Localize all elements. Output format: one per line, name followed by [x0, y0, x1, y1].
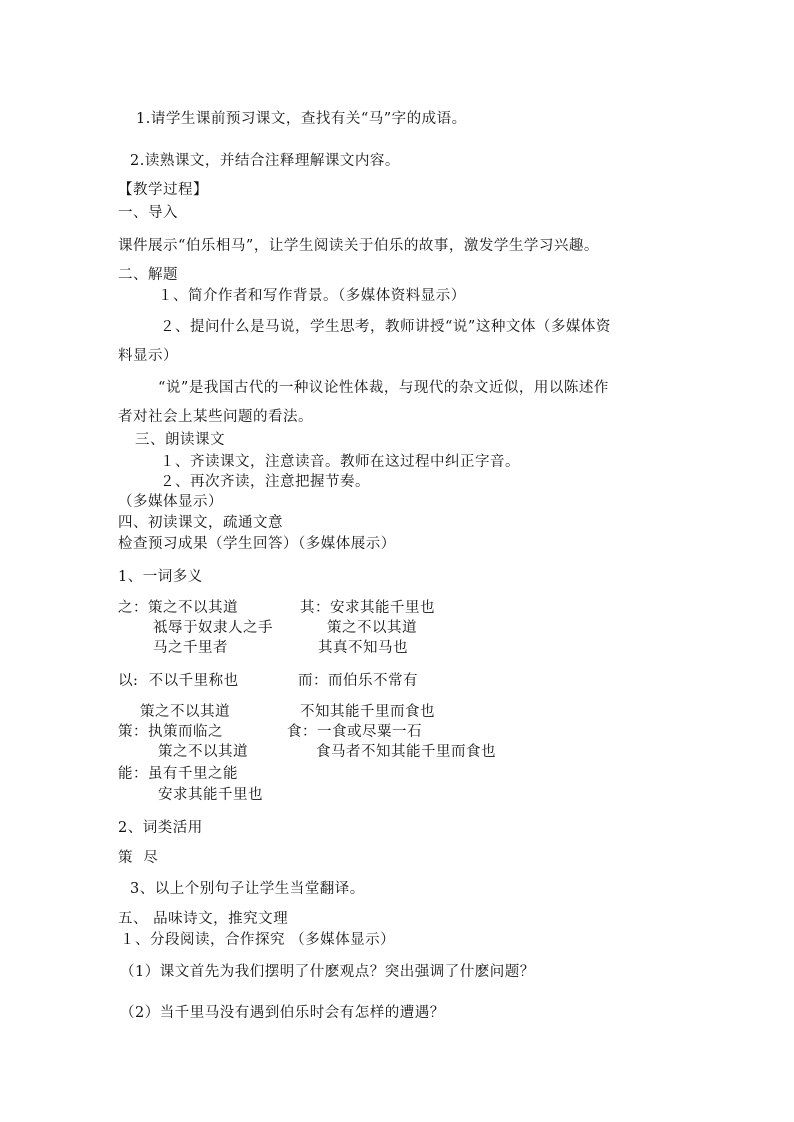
polysemy-qi-1: 其：安求其能千里也 [300, 600, 435, 616]
polysemy-yi-2: 策之不以其道 [140, 704, 230, 720]
section-2-point-2-line-2: 料显示） [118, 348, 178, 364]
polysemy-neng-2: 安求其能千里也 [158, 787, 263, 803]
question-2: （2）当千里马没有遇到伯乐时会有怎样的遭遇？ [120, 1005, 445, 1021]
section-4-title: 四、初读课文，疏通文意 [118, 515, 283, 531]
polysemy-ce-2: 策之不以其道 [158, 744, 248, 760]
word-class-items: 策 尽 [118, 850, 159, 866]
section-3-point-1: １、齐读课文，注意读音。教师在这过程中纠正字音。 [160, 454, 520, 470]
polysemy-neng-1: 能：虽有千里之能 [118, 766, 238, 782]
polysemy-er-1: 而：而伯乐不常有 [298, 673, 418, 689]
polysemy-zhi-1: 之：策之不以其道 [118, 600, 238, 616]
section-2-note-line-2: 者对社会上某些问题的看法。 [118, 409, 313, 425]
section-2-point-2-line-1: ２、提问什么是马说，学生思考，教师讲授“说”这种文体（多媒体资 [160, 319, 611, 335]
polysemy-title: 1、一词多义 [118, 569, 203, 585]
section-2-title: 二、解题 [118, 267, 178, 283]
section-1-text: 课件展示“伯乐相马”，让学生阅读关于伯乐的故事，激发学生学习兴趣。 [118, 238, 599, 254]
polysemy-er-2: 不知其能千里而食也 [300, 704, 435, 720]
word-class-title: 2、词类活用 [118, 820, 203, 836]
section-3-point-2: ２、再次齐读，注意把握节奏。 [160, 474, 370, 490]
section-1-title: 一、导入 [118, 205, 178, 221]
polysemy-zhi-2: 祗辱于奴隶人之手 [153, 620, 273, 636]
polysemy-yi-1: 以: 不以千里称也 [118, 673, 239, 689]
section-2-note-line-1: “说”是我国古代的一种议论性体裁，与现代的杂文近似，用以陈述作 [158, 380, 609, 396]
polysemy-shi-1: 食：一食或尽粟一石 [287, 724, 422, 740]
process-heading: 【教学过程】 [118, 182, 208, 198]
polysemy-ce-1: 策：执策而临之 [118, 724, 223, 740]
prep-item-2: 2.读熟课文，并结合注释理解课文内容。 [130, 153, 400, 169]
section-4-check: 检查预习成果（学生回答）（多媒体展示） [118, 536, 396, 552]
question-1: （1）课文首先为我们摆明了什麽观点？突出强调了什麽问题？ [120, 964, 535, 980]
section-2-point-1: １、简介作者和写作背景。（多媒体资料显示） [158, 288, 466, 304]
polysemy-qi-2: 策之不以其道 [327, 620, 417, 636]
translate-task: 3、以上个别句子让学生当堂翻译。 [130, 881, 365, 897]
section-5-title: 五、 品味诗文，推究文理 [118, 911, 289, 927]
section-5-point-1: １、分段阅读，合作探究 （多媒体显示） [120, 932, 396, 948]
polysemy-shi-2: 食马者不知其能千里而食也 [316, 744, 496, 760]
section-3-note: （多媒体显示） [118, 494, 223, 510]
prep-item-1: 1.请学生课前预习课文，查找有关“马”字的成语。 [136, 111, 467, 127]
section-3-title: 三、朗读课文 [135, 432, 225, 448]
polysemy-qi-3: 其真不知马也 [318, 640, 408, 656]
polysemy-zhi-3: 马之千里者 [153, 640, 228, 656]
